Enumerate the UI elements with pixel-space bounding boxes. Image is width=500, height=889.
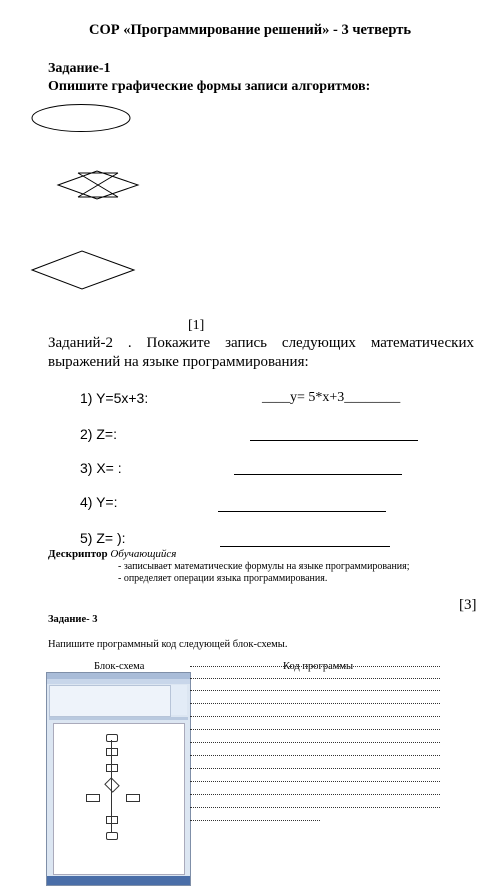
task1-score: [1] — [188, 318, 205, 333]
code-line[interactable] — [190, 678, 440, 679]
flow-start-node — [106, 734, 118, 742]
task2-word: запись — [225, 335, 268, 351]
flow-connector — [111, 740, 112, 832]
formula-label-1: 1) Y=5x+3: — [80, 390, 149, 406]
formula-answer-line-3[interactable] — [234, 474, 402, 475]
descriptor-title-row — [48, 548, 176, 560]
formula-label-4: 4) Y=: — [80, 494, 118, 510]
flow-input-node — [106, 748, 118, 756]
menu-bar — [47, 679, 190, 684]
formula-label-5: 5) Z= ): — [80, 530, 126, 546]
code-line[interactable] — [190, 781, 440, 782]
task2-heading — [48, 335, 474, 352]
task2-word: Покажите — [146, 335, 211, 351]
flow-end-node — [106, 832, 118, 840]
task3-heading: Задание- 3 — [48, 614, 98, 625]
ribbon-toolbar — [49, 685, 171, 717]
code-line[interactable] — [190, 794, 440, 795]
descriptor-line-1: - записывает математические формулы на языке программирования; — [118, 561, 410, 572]
descriptor-subject: Обучающийся — [110, 548, 177, 560]
task2-word: математических — [370, 335, 474, 351]
task1-question: Опишите графические формы записи алгоритмов: — [48, 79, 371, 94]
code-line[interactable] — [190, 768, 440, 769]
ribbon-side — [171, 685, 187, 715]
diamond-shape-icon — [30, 249, 136, 291]
code-line[interactable] — [190, 755, 440, 756]
task3-text: Напишите программный код следующей блок-схемы. — [48, 639, 288, 650]
code-column-caption: Код программы — [283, 661, 354, 672]
flow-decision-node — [104, 777, 120, 793]
formula-answer-line-2[interactable] — [250, 440, 418, 441]
code-line[interactable] — [190, 690, 440, 691]
task2-heading-line2: выражений на языке программирования: — [48, 354, 309, 370]
task1-heading: Задание-1 — [48, 61, 111, 76]
ellipse-shape-icon — [30, 103, 132, 135]
code-line[interactable] — [190, 807, 440, 808]
formula-answer-line-5[interactable] — [220, 546, 390, 547]
formula-answer-1[interactable]: ____y= 5*x+3________ — [262, 390, 401, 405]
ruler — [49, 717, 188, 720]
code-line[interactable] — [190, 666, 440, 667]
page-title: СОР «Программирование решений» - 3 четверть — [89, 22, 411, 38]
hourglass-diamond-shape-icon — [56, 169, 140, 201]
descriptor-line-2: - определяет операции языка программирования. — [118, 573, 328, 584]
document-page — [53, 723, 185, 875]
code-line[interactable] — [190, 729, 440, 730]
flow-branch-left-node — [86, 794, 100, 802]
taskbar — [47, 876, 190, 885]
flow-output-node — [106, 816, 118, 824]
flowchart-column-caption: Блок-схема — [94, 661, 145, 672]
task2-word: следующих — [281, 335, 356, 351]
flowchart-screenshot — [46, 672, 191, 886]
code-line[interactable] — [190, 703, 440, 704]
task2-word: . — [127, 335, 132, 351]
formula-label-2: 2) Z=: — [80, 426, 117, 442]
code-line[interactable] — [190, 742, 440, 743]
flow-branch-right-node — [126, 794, 140, 802]
descriptor-score: [3] — [459, 597, 477, 613]
formula-answer-line-4[interactable] — [218, 511, 386, 512]
task2-word: Заданий-2 — [48, 335, 114, 351]
formula-label-3: 3) X= : — [80, 460, 122, 476]
code-line[interactable] — [190, 716, 440, 717]
flow-process-node — [106, 764, 118, 772]
descriptor-title: Дескриптор — [48, 548, 108, 560]
code-line[interactable] — [190, 820, 320, 821]
